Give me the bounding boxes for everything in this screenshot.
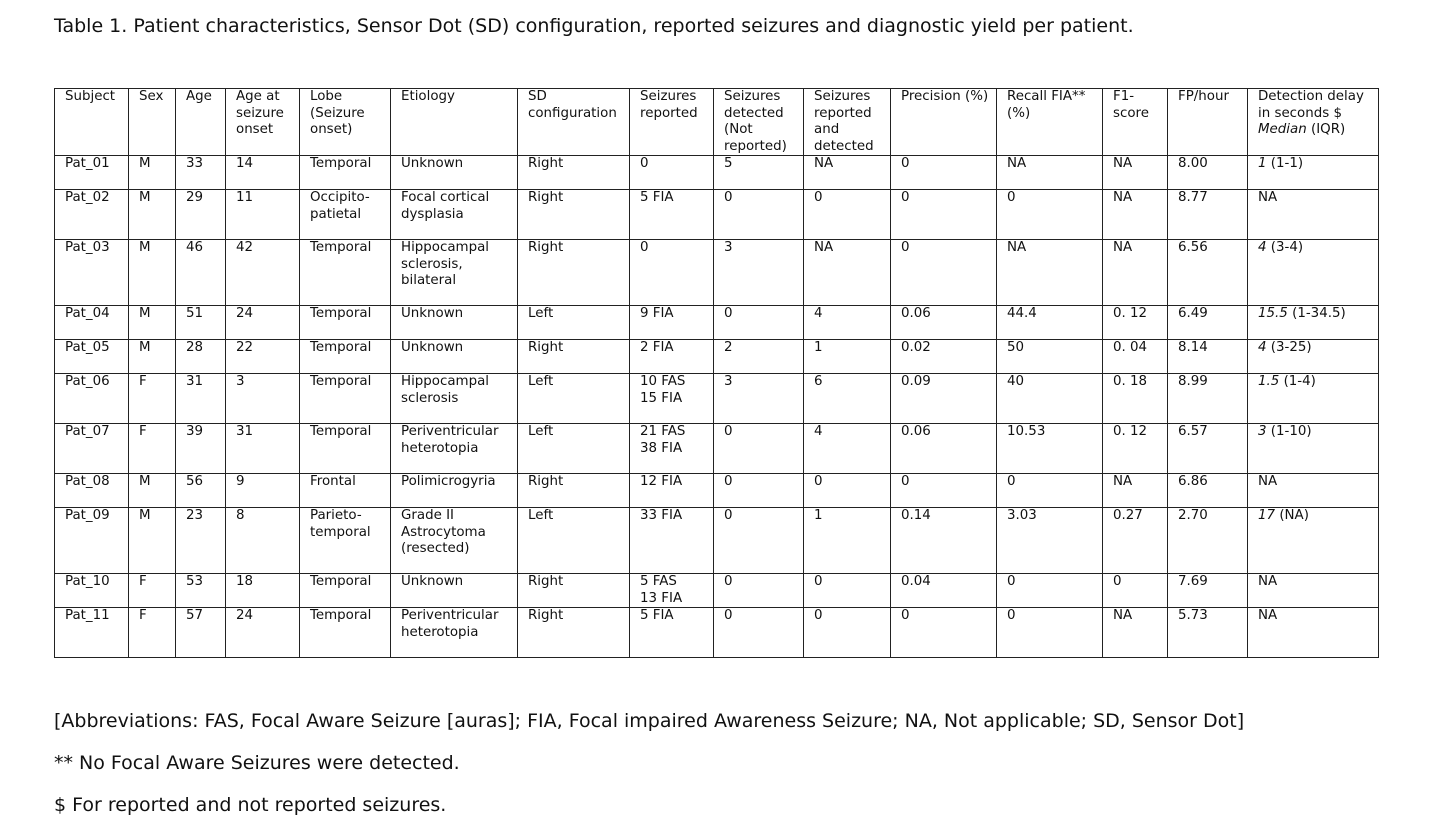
cell-sex: M [129, 156, 176, 190]
cell-etiology: Unknown [391, 156, 518, 190]
cell-sd-configuration: Left [518, 306, 630, 340]
cell-age: 46 [176, 240, 226, 306]
delay-iqr: (1-4) [1283, 374, 1316, 389]
table-row [55, 374, 1379, 424]
cell-fp-hour: 6.56 [1168, 240, 1248, 306]
table-row [55, 474, 1379, 508]
delay-iqr: NA [1258, 608, 1278, 623]
cell-subject: Pat_02 [55, 190, 129, 240]
cell-seizures-detected-not-reported: 0 [714, 474, 804, 508]
delay-iqr: (1-1) [1270, 156, 1304, 171]
cell-precision: 0 [891, 156, 997, 190]
cell-recall: 10.53 [997, 424, 1103, 474]
cell-seizures-reported-detected: 0 [804, 574, 891, 608]
cell-fp-hour: 7.69 [1168, 574, 1248, 608]
col-seizures-reported: Seizures reported [630, 89, 714, 156]
cell-precision: 0.02 [891, 340, 997, 374]
cell-sex: M [129, 240, 176, 306]
cell-etiology: Grade II Astrocytoma (resected) [391, 508, 518, 574]
cell-fp-hour: 6.49 [1168, 306, 1248, 340]
cell-seizures-detected-not-reported: 5 [714, 156, 804, 190]
cell-subject: Pat_03 [55, 240, 129, 306]
delay-header-median: Median [1258, 122, 1307, 137]
patient-table [54, 88, 1379, 658]
cell-subject: Pat_08 [55, 474, 129, 508]
cell-detection-delay [1248, 608, 1379, 658]
header-row [55, 89, 1379, 156]
cell-seizures-detected-not-reported: 3 [714, 374, 804, 424]
col-etiology: Etiology [391, 89, 518, 156]
cell-seizures-reported: 2 FIA [630, 340, 714, 374]
cell-lobe: Temporal [300, 608, 391, 658]
cell-onset-age: 24 [226, 306, 300, 340]
cell-f1-score: 0. 18 [1103, 374, 1168, 424]
cell-subject: Pat_04 [55, 306, 129, 340]
cell-detection-delay [1248, 240, 1379, 306]
cell-etiology: Focal cortical dysplasia [391, 190, 518, 240]
cell-fp-hour: 8.77 [1168, 190, 1248, 240]
cell-sd-configuration: Right [518, 156, 630, 190]
cell-seizures-detected-not-reported: 0 [714, 508, 804, 574]
cell-recall: 0 [997, 474, 1103, 508]
cell-seizures-detected-not-reported: 2 [714, 340, 804, 374]
cell-sex: F [129, 608, 176, 658]
cell-etiology: Hippocampal sclerosis [391, 374, 518, 424]
cell-etiology: Periventricular heterotopia [391, 424, 518, 474]
delay-median: 3 [1258, 424, 1267, 439]
cell-fp-hour: 8.14 [1168, 340, 1248, 374]
cell-seizures-detected-not-reported: 0 [714, 190, 804, 240]
col-seizures-detected-not-reported: Seizures detected (Not reported) [714, 89, 804, 156]
table-row [55, 306, 1379, 340]
cell-seizures-reported-detected: 0 [804, 474, 891, 508]
cell-lobe: Temporal [300, 340, 391, 374]
cell-sd-configuration: Right [518, 574, 630, 608]
cell-sd-configuration: Right [518, 190, 630, 240]
cell-etiology: Hippocampal sclerosis, bilateral [391, 240, 518, 306]
cell-seizures-reported: 0 [630, 156, 714, 190]
cell-sd-configuration: Right [518, 240, 630, 306]
col-subject: Subject [55, 89, 129, 156]
cell-recall: 0 [997, 608, 1103, 658]
cell-age: 56 [176, 474, 226, 508]
cell-detection-delay [1248, 306, 1379, 340]
cell-lobe: Temporal [300, 374, 391, 424]
cell-precision: 0.06 [891, 306, 997, 340]
cell-subject: Pat_09 [55, 508, 129, 574]
cell-age: 29 [176, 190, 226, 240]
col-lobe: Lobe (Seizure onset) [300, 89, 391, 156]
table-row [55, 190, 1379, 240]
delay-header-prefix: Detection delay in seconds $ [1258, 89, 1364, 121]
cell-fp-hour: 5.73 [1168, 608, 1248, 658]
cell-lobe: Temporal [300, 424, 391, 474]
cell-seizures-reported: 5 FAS 13 FIA [630, 574, 714, 608]
table-row [55, 340, 1379, 374]
cell-sd-configuration: Left [518, 374, 630, 424]
cell-recall: 0 [997, 190, 1103, 240]
cell-sex: F [129, 424, 176, 474]
cell-seizures-reported: 0 [630, 240, 714, 306]
col-seizures-reported-detected: Seizures reported and detected [804, 89, 891, 156]
cell-onset-age: 14 [226, 156, 300, 190]
cell-age: 51 [176, 306, 226, 340]
cell-sd-configuration: Right [518, 474, 630, 508]
cell-detection-delay [1248, 374, 1379, 424]
cell-precision: 0 [891, 190, 997, 240]
cell-f1-score: NA [1103, 474, 1168, 508]
cell-f1-score: 0.27 [1103, 508, 1168, 574]
cell-recall: 50 [997, 340, 1103, 374]
cell-onset-age: 31 [226, 424, 300, 474]
cell-etiology: Polimicrogyria [391, 474, 518, 508]
cell-age: 57 [176, 608, 226, 658]
cell-recall: 0 [997, 574, 1103, 608]
cell-f1-score: NA [1103, 156, 1168, 190]
col-detection-delay [1248, 89, 1379, 156]
col-age: Age [176, 89, 226, 156]
cell-f1-score: NA [1103, 190, 1168, 240]
double-star-note: ** No Focal Aware Seizures were detected. [54, 752, 460, 774]
cell-recall: NA [997, 156, 1103, 190]
cell-seizures-reported-detected: 0 [804, 190, 891, 240]
cell-subject: Pat_05 [55, 340, 129, 374]
cell-seizures-reported-detected: 0 [804, 608, 891, 658]
cell-detection-delay [1248, 424, 1379, 474]
cell-recall: 44.4 [997, 306, 1103, 340]
cell-seizures-detected-not-reported: 0 [714, 574, 804, 608]
table-body [55, 156, 1379, 658]
cell-age: 53 [176, 574, 226, 608]
cell-sd-configuration: Left [518, 424, 630, 474]
cell-lobe: Temporal [300, 574, 391, 608]
cell-age: 39 [176, 424, 226, 474]
delay-iqr: (1-34.5) [1292, 306, 1346, 321]
cell-subject: Pat_06 [55, 374, 129, 424]
cell-onset-age: 11 [226, 190, 300, 240]
delay-iqr: (3-25) [1270, 340, 1312, 355]
delay-header-iqr: (IQR) [1310, 122, 1346, 137]
cell-recall: 3.03 [997, 508, 1103, 574]
cell-subject: Pat_10 [55, 574, 129, 608]
cell-lobe: Temporal [300, 156, 391, 190]
cell-onset-age: 9 [226, 474, 300, 508]
cell-detection-delay [1248, 340, 1379, 374]
cell-sex: F [129, 574, 176, 608]
cell-sd-configuration: Left [518, 508, 630, 574]
cell-seizures-reported-detected: 4 [804, 306, 891, 340]
cell-recall: 40 [997, 374, 1103, 424]
col-sd-configuration: SD configuration [518, 89, 630, 156]
cell-f1-score: 0. 04 [1103, 340, 1168, 374]
table-row [55, 240, 1379, 306]
cell-seizures-detected-not-reported: 0 [714, 424, 804, 474]
cell-seizures-reported: 5 FIA [630, 190, 714, 240]
cell-age: 31 [176, 374, 226, 424]
cell-sex: M [129, 474, 176, 508]
cell-detection-delay [1248, 508, 1379, 574]
cell-lobe: Temporal [300, 306, 391, 340]
cell-seizures-reported-detected: 1 [804, 508, 891, 574]
delay-median: 1 [1258, 156, 1267, 171]
delay-iqr: (3-4) [1270, 240, 1304, 255]
cell-f1-score: NA [1103, 240, 1168, 306]
cell-seizures-reported: 21 FAS 38 FIA [630, 424, 714, 474]
cell-seizures-reported: 9 FIA [630, 306, 714, 340]
cell-seizures-reported-detected: 1 [804, 340, 891, 374]
cell-detection-delay [1248, 156, 1379, 190]
cell-precision: 0 [891, 608, 997, 658]
cell-fp-hour: 8.99 [1168, 374, 1248, 424]
cell-subject: Pat_11 [55, 608, 129, 658]
cell-onset-age: 22 [226, 340, 300, 374]
cell-age: 23 [176, 508, 226, 574]
cell-detection-delay [1248, 190, 1379, 240]
cell-etiology: Unknown [391, 340, 518, 374]
col-f1-score: F1-score [1103, 89, 1168, 156]
cell-lobe: Temporal [300, 240, 391, 306]
col-precision: Precision (%) [891, 89, 997, 156]
cell-seizures-reported: 10 FAS 15 FIA [630, 374, 714, 424]
cell-onset-age: 42 [226, 240, 300, 306]
cell-f1-score: 0. 12 [1103, 306, 1168, 340]
cell-etiology: Unknown [391, 574, 518, 608]
cell-fp-hour: 2.70 [1168, 508, 1248, 574]
cell-sex: M [129, 508, 176, 574]
cell-age: 28 [176, 340, 226, 374]
cell-seizures-reported-detected: NA [804, 240, 891, 306]
cell-seizures-detected-not-reported: 3 [714, 240, 804, 306]
cell-precision: 0.06 [891, 424, 997, 474]
col-sex: Sex [129, 89, 176, 156]
delay-median: 4 [1258, 340, 1267, 355]
cell-sex: M [129, 306, 176, 340]
cell-f1-score: 0. 12 [1103, 424, 1168, 474]
delay-median: 15.5 [1258, 306, 1288, 321]
delay-median: 17 [1258, 508, 1276, 523]
cell-seizures-detected-not-reported: 0 [714, 306, 804, 340]
cell-detection-delay [1248, 474, 1379, 508]
cell-onset-age: 3 [226, 374, 300, 424]
col-onset-age: Age at seizure onset [226, 89, 300, 156]
cell-f1-score: 0 [1103, 574, 1168, 608]
delay-median: 1.5 [1258, 374, 1280, 389]
table-row [55, 574, 1379, 608]
table-row [55, 608, 1379, 658]
cell-sd-configuration: Right [518, 340, 630, 374]
cell-sex: F [129, 374, 176, 424]
cell-seizures-reported: 33 FIA [630, 508, 714, 574]
cell-f1-score: NA [1103, 608, 1168, 658]
cell-subject: Pat_01 [55, 156, 129, 190]
cell-fp-hour: 6.86 [1168, 474, 1248, 508]
cell-lobe: Frontal [300, 474, 391, 508]
cell-sex: M [129, 340, 176, 374]
cell-precision: 0.14 [891, 508, 997, 574]
cell-seizures-reported: 5 FIA [630, 608, 714, 658]
cell-etiology: Periventricular heterotopia [391, 608, 518, 658]
cell-fp-hour: 6.57 [1168, 424, 1248, 474]
cell-sex: M [129, 190, 176, 240]
cell-precision: 0.04 [891, 574, 997, 608]
cell-onset-age: 8 [226, 508, 300, 574]
cell-age: 33 [176, 156, 226, 190]
cell-seizures-reported-detected: NA [804, 156, 891, 190]
table-caption: Table 1. Patient characteristics, Sensor Dot (SD) configuration, reported seizures and diagnostic yield per patient. [54, 15, 1134, 37]
cell-seizures-reported-detected: 6 [804, 374, 891, 424]
cell-fp-hour: 8.00 [1168, 156, 1248, 190]
cell-seizures-reported: 12 FIA [630, 474, 714, 508]
cell-sd-configuration: Right [518, 608, 630, 658]
cell-onset-age: 18 [226, 574, 300, 608]
dollar-note: $ For reported and not reported seizures. [54, 794, 447, 816]
cell-etiology: Unknown [391, 306, 518, 340]
cell-onset-age: 24 [226, 608, 300, 658]
delay-iqr: NA [1258, 574, 1278, 589]
col-fp-hour: FP/hour [1168, 89, 1248, 156]
cell-lobe: Parieto- temporal [300, 508, 391, 574]
cell-precision: 0 [891, 474, 997, 508]
abbreviations-note: [Abbreviations: FAS, Focal Aware Seizure [auras]; FIA, Focal impaired Awareness Seizure; NA, Not applicable; SD, Sensor Dot] [54, 710, 1245, 732]
cell-seizures-detected-not-reported: 0 [714, 608, 804, 658]
cell-lobe: Occipito- patietal [300, 190, 391, 240]
table-row [55, 156, 1379, 190]
delay-iqr: (NA) [1279, 508, 1309, 523]
cell-subject: Pat_07 [55, 424, 129, 474]
cell-precision: 0.09 [891, 374, 997, 424]
table-row [55, 508, 1379, 574]
delay-iqr: (1-10) [1270, 424, 1312, 439]
table-row [55, 424, 1379, 474]
cell-precision: 0 [891, 240, 997, 306]
col-recall: Recall FIA** (%) [997, 89, 1103, 156]
delay-iqr: NA [1258, 190, 1278, 205]
delay-iqr: NA [1258, 474, 1278, 489]
delay-median: 4 [1258, 240, 1267, 255]
cell-detection-delay [1248, 574, 1379, 608]
cell-seizures-reported-detected: 4 [804, 424, 891, 474]
cell-recall: NA [997, 240, 1103, 306]
